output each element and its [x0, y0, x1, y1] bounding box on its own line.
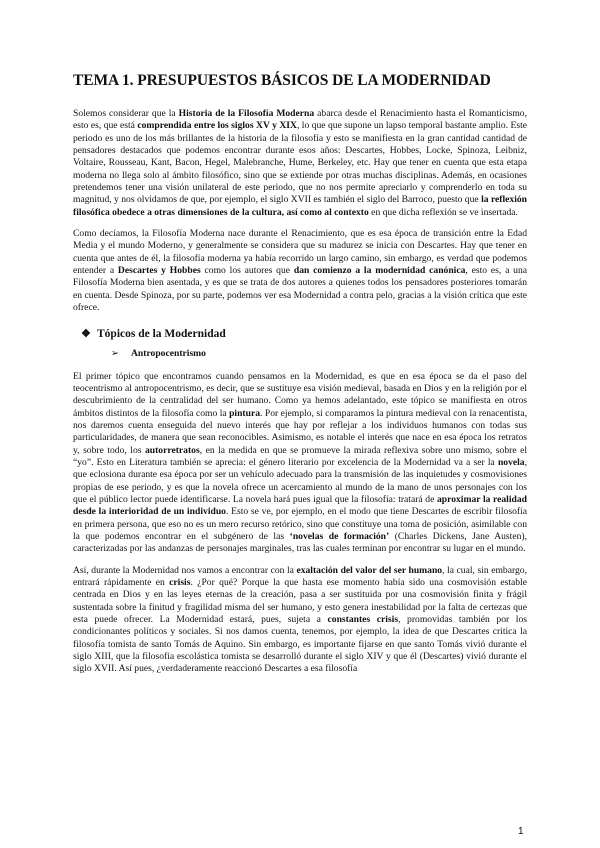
- paragraph-antropocentrismo: El primer tópico que encontramos cuando pensamos en la Modernidad, es que en esa época se da el paso del teocentrismo al antropocentrismo, es decir, que se sustituye esa visión medieval, basada en Dios y en la religión por el descubrimiento de la centralidad del ser humano. Como ya hemos adelantado, este tópico se manifiesta en otros ámbitos distintos de la filosofía como la pintura. Por ejemplo, si comparamos la pintura medieval con la renacentista, nos daremos cuenta enseguida del nuevo interés que hay por reflejar a los individuos humanos con todas sus particularidades, de manera que sean reconocibles. Asimismo, es notable el interés que nace en esa época los retratos y, sobre todo, los autorretratos, en la medida en que se promueve la mirada reflexiva sobre uno mismo, sobre el “yo”. Esto en Literatura también se aprecia: el género literario por excelencia de la Modernidad va a ser la novela, que eclosiona durante esa época por ser un vehículo adecuado para la transmisión de las inquietudes y cosmovisiones propias de ese periodo, y es que la novela ofrece un acercamiento al mundo de la mano de unos personajes con los que el público lector puede identificarse. La novela hará pues igual que la filosofía: tratará de aproximar la realidad desde la interioridad de un individuo. Esto se ve, por ejemplo, en el modo que tiene Descartes de escribir filosofía en primera persona, que eso no es un mero recurso retórico, sino que constituye una toma de posición, asimilable con la que podemos encontrar en el subgénero de las ‘novelas de formación’ (Charles Dickens, Jane Austen), caracterizadas por las andanzas de personajes marginales, tras las cuales terminan por encontrar su lugar en el mundo.: [73, 370, 527, 555]
- paragraph-crisis: Así, durante la Modernidad nos vamos a encontrar con la exaltación del valor del ser humano, la cual, sin embargo, entrará rápidamente en crisis. ¿Por qué? Porque la que hasta ese momento había sido una cosmovisión estable centrada en Dios y en las leyes eternas de la creación, pasa a ser sustituida por una cosmovisión finita y frágil sustentada sobre la finitud y fragilidad misma del ser humano, y esto genera inestabilidad por la falta de certezas que esta puede ofrecer. La Modernidad estará, pues, sujeta a constantes crisis, promovidas también por los condicionantes políticos y sociales. Si nos damos cuenta, tenemos, por ejemplo, la idea de que Descartes critica la filosofía tomista de santo Tomás de Aquino. Sin embargo, es importante fijarse en que santo Tomás vivió durante el siglo XIII, que la filosofía escolástica tomista se desarrolló durante el siglo XIV y que él (Descartes) vivió durante el siglo XVII. Así pues, ¿verdaderamente reaccionó Descartes a esa filosofía: [73, 564, 527, 675]
- bold-term: pintura: [229, 407, 261, 419]
- page-body: [73, 62, 527, 685]
- bold-term: comprendida entre los siglos XV y XIX: [137, 120, 297, 132]
- paragraph-intro: Solemos considerar que la Historia de la Filosofía Moderna abarca desde el Renacimiento hasta el Romanticismo, esto es, que está comprendida entre los siglos XV y XIX, lo que que supone un lapso temporal bastante amplio. Este periodo es uno de los más brillantes de la historia de la filosofía y esto se manifiesta en la gran cantidad cantidad de pensadores destacados que podemos encontrar durante esos años: Descartes, Hobbes, Locke, Spinoza, Leibniz, Voltaire, Rousseau, Kant, Bacon, Hegel, Malebranche, Hume, Berkeley, etc. Hay que tener en cuenta que esta etapa moderna no llega solo al ámbito filosófico, sino que se extiende por otras muchas disciplinas. Además, en ocasiones pretendemos tener una visión unilateral de este periodo, que no nos permite apreciarlo y comprenderlo en toda su magnitud, y nos olvidamos de que, por ejemplo, el siglo XVII es también el siglo del Barroco, puesto que la reflexión filosófica obedece a otras dimensiones de la cultura, así como al contexto en que dicha reflexión se ve insertada.: [73, 108, 528, 218]
- page-number: 1: [518, 826, 524, 837]
- page-title: TEMA 1. PRESUPUESTOS BÁSICOS DE LA MODERNIDAD: [73, 72, 491, 89]
- diamond-bullet-icon: ❖: [81, 327, 91, 340]
- arrow-bullet-icon: ➢: [111, 347, 120, 359]
- bold-term: novela: [497, 456, 525, 468]
- bold-term: autorretratos: [144, 444, 200, 456]
- bold-term: la reflexión filosófica obedece a otras dimensiones de la cultura, así como al contexto: [73, 194, 528, 218]
- bold-term: crisis: [169, 577, 191, 588]
- bold-term: exaltación del valor del ser humano: [296, 564, 443, 576]
- bold-term: Descartes y Hobbes: [117, 265, 201, 277]
- bold-term: aproximar la realidad desde la interioridad de un individuo: [73, 493, 527, 518]
- section-heading: ❖ Tópicos de la Modernidad: [81, 327, 226, 340]
- subsection-heading: ➢ Antropocentrismo: [111, 347, 206, 359]
- bold-term: Historia de la Filosofía Moderna: [178, 108, 315, 119]
- bold-term: ‘novelas de formación’: [289, 530, 390, 542]
- bold-term: dan comienzo a la modernidad canónica: [293, 265, 466, 277]
- paragraph-renacimiento: Como decíamos, la Filosofía Moderna nace durante el Renacimiento, que es esa época de transición entre la Edad Media y el mundo Moderno, y generalmente se considera que su madurez se inicia con Descartes. Hay que tener en cuenta que antes de él, la filosofía moderna ya había recorrido un largo camino, sin embargo, es verdad que podemos entender a Descartes y Hobbes como los autores que dan comienzo a la modernidad canónica, esto es, a una Filosofía Moderna bien asentada, y es que se trata de dos autores a quienes todos los pensadores posteriores tomarán en cuenta. Desde Spinoza, por su parte, podemos ver esa Modernidad a contra pelo, gracias a la visión crítica que este ofrece.: [73, 228, 528, 314]
- bold-term: constantes crisis: [327, 614, 399, 626]
